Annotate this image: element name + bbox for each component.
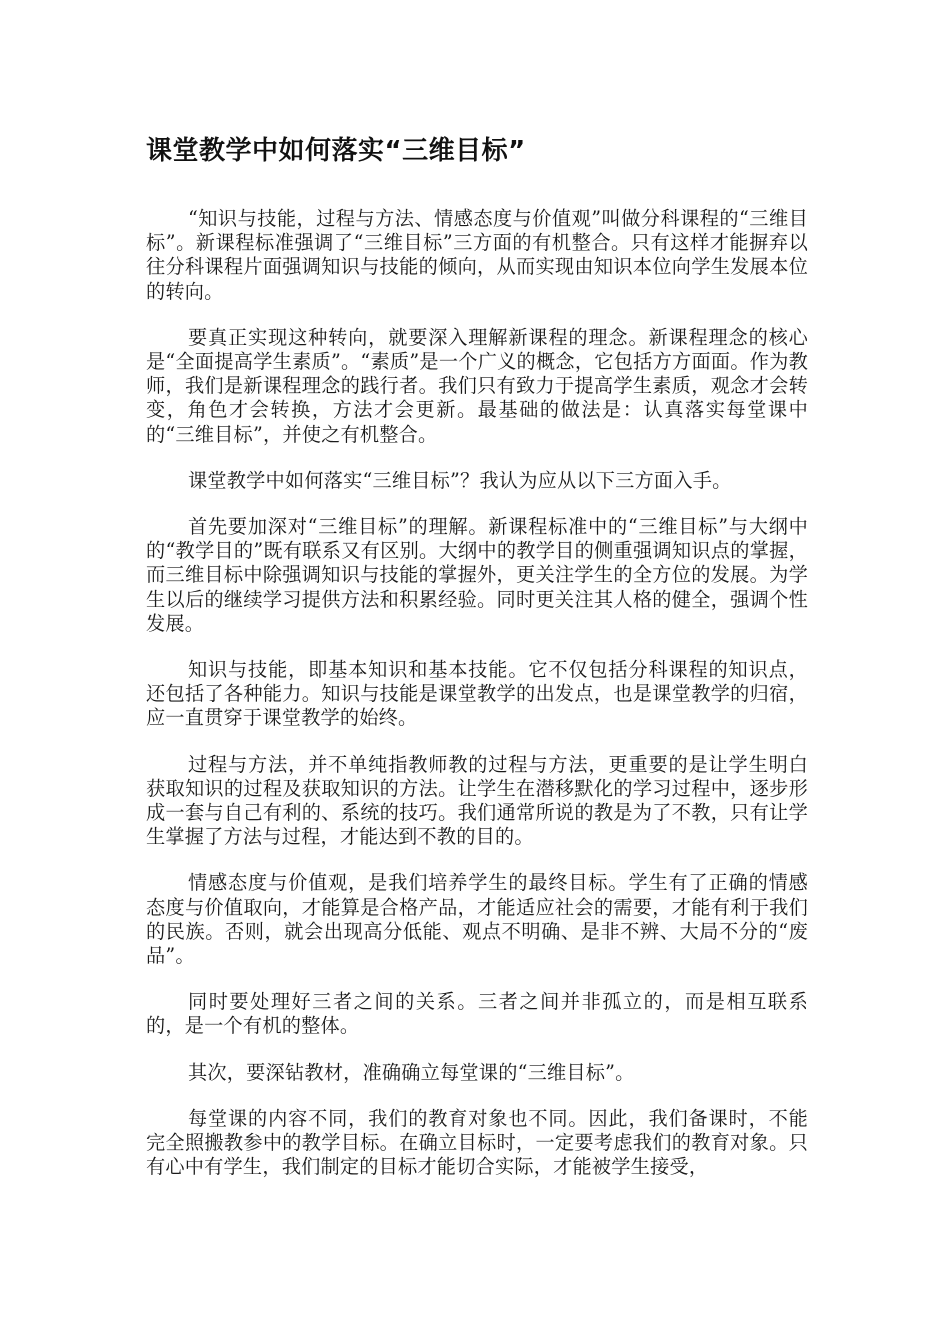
paragraph-5: 知识与技能，即基本知识和基本技能。它不仅包括分科课程的知识点，还包括了各种能力。知识与技能是课堂教学的出发点，也是课堂教学的归宿，应一直贯穿于课堂教学的始终。	[146, 658, 808, 730]
document-title: 课堂教学中如何落实“三维目标”	[146, 136, 526, 166]
paragraph-8: 同时要处理好三者之间的关系。三者之间并非孤立的，而是相互联系的，是一个有机的整体。	[146, 990, 808, 1038]
paragraph-2: 要真正实现这种转向，就要深入理解新课程的理念。新课程理念的核心是“全面提高学生素质”。“素质”是一个广义的概念，它包括方方面面。作为教师，我们是新课程理念的践行者。我们只有致力于提高学生素质，观念才会转变，角色才会转换，方法才会更新。最基础的做法是：认真落实每堂课中的“三维目标”，并使之有机整合。	[146, 325, 808, 446]
document-body	[146, 131, 808, 1202]
paragraph-6: 过程与方法，并不单纯指教师教的过程与方法，更重要的是让学生明白获取知识的过程及获取知识的方法。让学生在潜移默化的学习过程中，逐步形成一套与自己有利的、系统的技巧。我们通常所说的教是为了不教，只有让学生掌握了方法与过程，才能达到不教的目的。	[146, 752, 808, 849]
paragraph-3: 课堂教学中如何落实“三维目标”？我认为应从以下三方面入手。	[188, 468, 732, 492]
paragraph-4: 首先要加深对“三维目标”的理解。新课程标准中的“三维目标”与大纲中的“教学目的”既有联系又有区别。大纲中的教学目的侧重强调知识点的掌握，而三维目标中除强调知识与技能的掌握外，更关注学生的全方位的发展。为学生以后的继续学习提供方法和积累经验。同时更关注其人格的健全，强调个性发展。	[146, 515, 808, 635]
paragraph-10: 每堂课的内容不同，我们的教育对象也不同。因此，我们备课时，不能完全照搬教参中的教学目标。在确立目标时，一定要考虑我们的教育对象。只有心中有学生，我们制定的目标才能切合实际，才能被学生接受，	[146, 1106, 808, 1179]
paragraph-1: “知识与技能，过程与方法、情感态度与价值观”叫做分科课程的“三维目标”。新课程标准强调了“三维目标”三方面的有机整合。只有这样才能摒弃以往分科课程片面强调知识与技能的倾向，从而实现由知识本位向学生发展本位的转向。	[146, 207, 808, 303]
paragraph-7: 情感态度与价值观，是我们培养学生的最终目标。学生有了正确的情感态度与价值取向，才能算是合格产品，才能适应社会的需要，才能有利于我们的民族。否则，就会出现高分低能、观点不明确、是非不辨、大局不分的“废品”。	[146, 871, 808, 968]
paragraph-9: 其次，要深钻教材，准确确立每堂课的“三维目标”。	[188, 1060, 635, 1084]
